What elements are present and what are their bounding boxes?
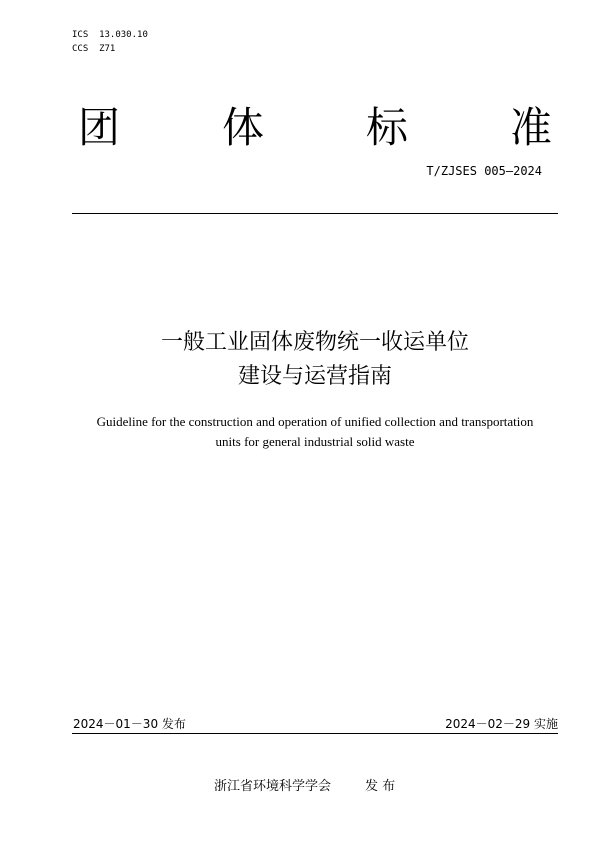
standard-type-char: 体	[221, 103, 264, 152]
publish-action: 发 布	[365, 779, 396, 794]
english-title-line: Guideline for the construction and operation of unified collection and transportation	[96, 414, 534, 429]
ccs-code: CCS Z71	[72, 44, 116, 54]
publisher-name: 浙江省环境科学学会	[214, 779, 332, 794]
standard-type-char: 标	[365, 103, 408, 152]
issue-date: 2024－01－30 发布	[73, 717, 186, 731]
standard-type-char: 团	[78, 103, 121, 152]
chinese-title-line: 建设与运营指南	[237, 364, 392, 389]
ics-code: ICS 13.030.10	[72, 30, 148, 40]
standard-type-heading	[78, 100, 552, 156]
implementation-date: 2024－02－29 实施	[445, 717, 558, 731]
standard-number: T/ZJSES 005—2024	[426, 164, 542, 178]
publisher-line	[214, 775, 395, 794]
chinese-title-line: 一般工业固体废物统一收运单位	[160, 330, 469, 355]
top-divider	[72, 213, 558, 214]
standard-type-char: 准	[509, 103, 552, 152]
bottom-divider	[72, 733, 558, 734]
english-title	[0, 412, 600, 452]
english-title-line: units for general industrial solid waste	[215, 434, 415, 449]
chinese-title	[0, 326, 600, 394]
classification-codes	[72, 28, 148, 56]
